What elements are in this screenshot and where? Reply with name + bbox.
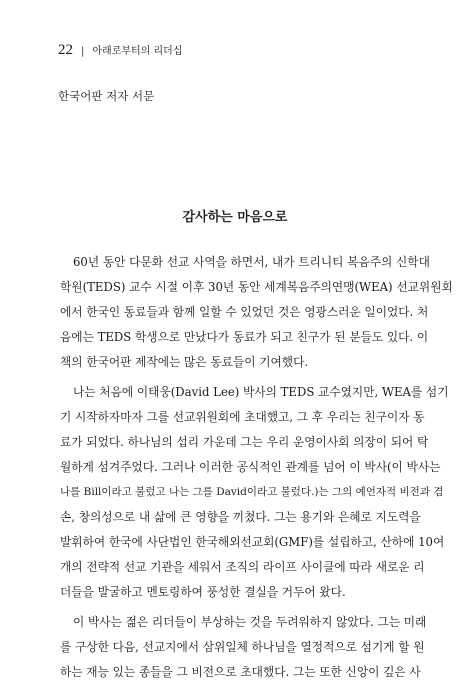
text-line: 료가 되었다. 하나님의 섭리 가운데 그는 우리 운영이사회 의장이 되어 탁 [60, 435, 429, 449]
text-line: 를 구상한 다음, 선교지에서 삼위일체 하나님을 열정적으로 섬기게 할 원 [60, 640, 425, 654]
text-line: 책의 한국어판 제작에는 많은 동료들이 기여했다. [60, 355, 309, 369]
text-line: 60년 동안 다문화 선교 사역을 하면서, 내가 트리니티 복음주의 신학대 [73, 255, 430, 269]
body-text [60, 250, 453, 685]
text-line: 나는 처음에 이태웅(David Lee) 박사의 TEDS 교수였지만, WEA를 섬기 [73, 385, 449, 399]
text-line: 발휘하여 한국에 사단법인 한국해외선교회(GMF)를 설립하고, 산하에 10여 [60, 535, 445, 549]
section-label: 한국어판 저자 서문 [58, 89, 155, 103]
text-line: 하는 재능 있는 종들을 그 비전으로 초대했다. 그는 또한 신앙이 깊은 사 [60, 665, 421, 679]
text-line: 음에는 TEDS 학생으로 만났다가 동료가 되고 친구가 된 분들도 있다. 이 [60, 330, 429, 344]
header-separator: | [81, 46, 85, 57]
text-line: 손, 창의성으로 내 삶에 큰 영향을 끼쳤다. 그는 용기와 은혜로 지도력을 [60, 510, 421, 524]
paragraph [60, 250, 453, 375]
book-title: 아래로부터의 리더십 [92, 46, 183, 57]
paragraph [60, 610, 427, 685]
text-line: 이 박사는 젊은 리더들이 부상하는 것을 두려워하지 않았다. 그는 미래 [73, 615, 427, 629]
page-number: 22 [58, 42, 73, 58]
chapter-title: 감사하는 마음으로 [182, 210, 288, 225]
paragraph [60, 380, 449, 605]
text-line: 월하게 섬겨주었다. 그러나 이러한 공식적인 관계를 넘어 이 박사(이 박사는 [60, 460, 441, 474]
text-line: 에서 한국인 동료들과 함께 일할 수 있었던 것은 영광스러운 일이었다. 처 [60, 305, 429, 319]
text-line: 나를 Bill이라고 불렀고 나는 그를 David이라고 불렀다.)는 그의 예언자적 비전과 겸 [60, 486, 444, 498]
text-line: 학원(TEDS) 교수 시절 이후 30년 동안 세계복음주의연맹(WEA) 선교위원회 [60, 280, 453, 294]
text-line: 개의 전략적 선교 기관을 세워서 조직의 라이프 사이클에 따라 새로운 리 [60, 560, 425, 574]
running-header [58, 42, 183, 60]
text-line: 더들을 발굴하고 멘토링하여 풍성한 결실을 거두어 왔다. [60, 585, 346, 599]
text-line: 기 시작하자마자 그를 선교위원회에 초대했고, 그 후 우리는 친구이자 동 [60, 410, 425, 424]
